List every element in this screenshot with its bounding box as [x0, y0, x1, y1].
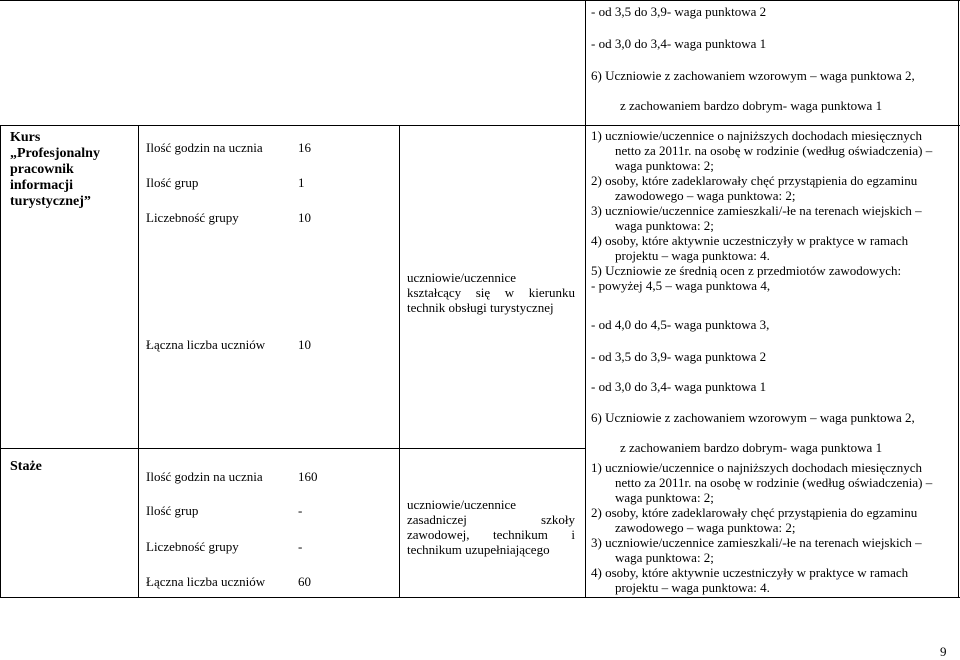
kurs-criteria-line: - od 3,0 do 3,4- waga punktowa 1 [591, 379, 767, 394]
criteria-line: waga punktowa: 2; [615, 490, 714, 505]
criteria-line: netto za 2011r. na osobę w rodzinie (według oświadczenia) – [615, 475, 933, 490]
kurs-stat-value: 10 [298, 210, 311, 225]
kurs-title-line: Kurs [10, 130, 41, 145]
criteria-line: projektu – waga punktowa: 4. [615, 580, 770, 595]
participants-line: uczniowie/uczennice [407, 497, 516, 512]
criteria-line: 1) uczniowie/uczennice o najniższych dochodach miesięcznych [591, 460, 922, 475]
criteria-line: 2) osoby, które zadeklarowały chęć przystąpienia do egzaminu [591, 173, 918, 188]
criteria-line: netto za 2011r. na osobę w rodzinie (według oświadczenia) – [615, 143, 933, 158]
criteria-line: 5) Uczniowie ze średnią ocen z przedmiotów zawodowych: [591, 263, 902, 278]
criteria-line: 4) osoby, które aktywnie uczestniczyły w praktyce w ramach [591, 233, 909, 248]
criteria-line: waga punktowa: 2; [615, 158, 714, 173]
kurs-criteria-line: 6) Uczniowie z zachowaniem wzorowym – waga punktowa 2, [591, 410, 915, 425]
participants-line: zasadniczej szkoły [407, 512, 575, 527]
top-line-3: 6) Uczniowie z zachowaniem wzorowym – waga punktowa 2, [591, 68, 915, 83]
row-divider-kurs-top [0, 125, 960, 126]
criteria-line: 3) uczniowie/uczennice zamieszkali/-łe na terenach wiejskich – [591, 535, 922, 550]
participants-line: technikum uzupełniającego [407, 542, 550, 557]
criteria-line: projektu – waga punktowa: 4. [615, 248, 770, 263]
staze-stat-label: Ilość godzin na ucznia [146, 469, 263, 484]
top-line-4: z zachowaniem bardzo dobrym- waga punktowa 1 [620, 98, 883, 113]
kurs-stat-label: Ilość godzin na ucznia [146, 140, 263, 155]
participants-line: uczniowie/uczennice [407, 270, 516, 285]
staze-stat-value: - [298, 539, 303, 554]
table-bottom-border [0, 597, 960, 598]
kurs-stat-label: Ilość grup [146, 175, 199, 190]
kurs-stat-value: 1 [298, 175, 305, 190]
kurs-stat-label: Liczebność grupy [146, 210, 239, 225]
staze-stat-value: 60 [298, 574, 311, 589]
staze-stat-label: Łączna liczba uczniów [146, 574, 266, 589]
page-number: 9 [940, 644, 947, 659]
criteria-line: zawodowego – waga punktowa: 2; [615, 188, 796, 203]
table-top-border [0, 0, 960, 1]
staze-participants [407, 497, 575, 557]
kurs-title-line: turystycznej” [10, 194, 91, 209]
criteria-line: - powyżej 4,5 – waga punktowa 4, [591, 278, 771, 293]
participants-line: kształcący się w kierunku [407, 285, 575, 300]
participants-line: zawodowej, technikum i [407, 527, 575, 542]
kurs-title-line: pracownik [10, 162, 74, 177]
criteria-line: 1) uczniowie/uczennice o najniższych dochodach miesięcznych [591, 128, 922, 143]
kurs-stat-value: 10 [298, 337, 311, 352]
top-line-2: - od 3,0 do 3,4- waga punktowa 1 [591, 36, 767, 51]
staze-stat-value: - [298, 503, 303, 518]
column-divider-1 [138, 125, 139, 598]
top-line-1: - od 3,5 do 3,9- waga punktowa 2 [591, 4, 767, 19]
kurs-criteria-line: - od 4,0 do 4,5- waga punktowa 3, [591, 317, 770, 332]
criteria-line: 2) osoby, które zadeklarowały chęć przystąpienia do egzaminu [591, 505, 918, 520]
kurs-participants [407, 270, 575, 315]
criteria-line: zawodowego – waga punktowa: 2; [615, 520, 796, 535]
staze-criteria [591, 460, 951, 595]
table-right-border [958, 0, 959, 598]
staze-stat-value: 160 [298, 469, 318, 484]
participants-line: technik obsługi turystycznej [407, 300, 554, 315]
column-divider-3 [585, 0, 586, 598]
kurs-title-line: informacji [10, 178, 73, 193]
criteria-line: waga punktowa: 2; [615, 218, 714, 233]
kurs-stat-value: 16 [298, 140, 311, 155]
staze-stat-label: Ilość grup [146, 503, 199, 518]
kurs-title-line: „Profesjonalny [10, 146, 100, 161]
kurs-criteria-line: - od 3,5 do 3,9- waga punktowa 2 [591, 349, 767, 364]
kurs-stat-label: Łączna liczba uczniów [146, 337, 266, 352]
kurs-criteria-line: z zachowaniem bardzo dobrym- waga punktowa 1 [620, 440, 883, 455]
kurs-criteria [591, 128, 951, 293]
table-left-border [0, 125, 1, 598]
column-divider-2 [399, 125, 400, 598]
criteria-line: 3) uczniowie/uczennice zamieszkali/-łe na terenach wiejskich – [591, 203, 922, 218]
criteria-line: waga punktowa: 2; [615, 550, 714, 565]
kurs-title [10, 130, 100, 210]
row-divider-staze-top [0, 448, 585, 449]
criteria-line: 4) osoby, które aktywnie uczestniczyły w praktyce w ramach [591, 565, 909, 580]
staze-title: Staże [10, 459, 42, 474]
staze-stat-label: Liczebność grupy [146, 539, 239, 554]
